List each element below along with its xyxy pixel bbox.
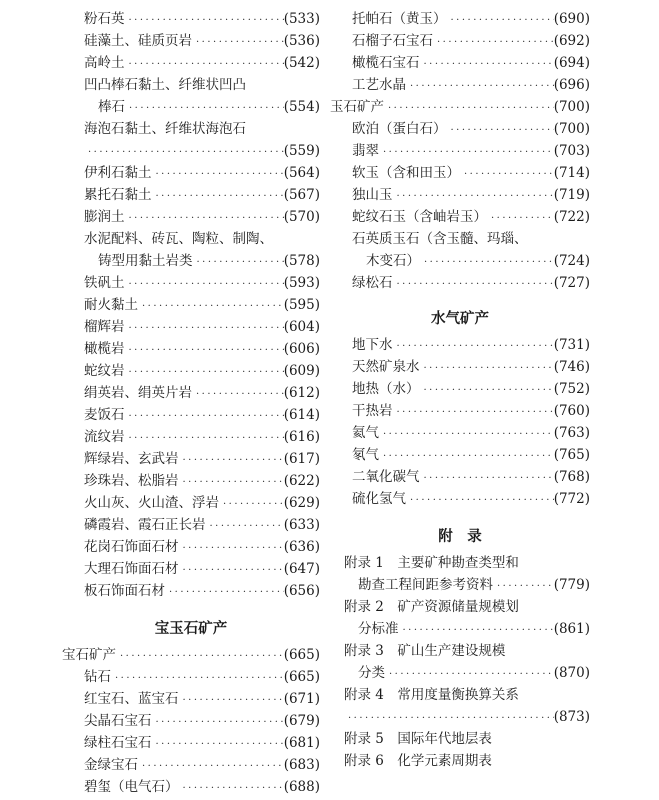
dot-leader bbox=[125, 428, 284, 450]
toc-entry-title: 钻石 bbox=[84, 669, 111, 685]
toc-entry-title: 伊利石黏土 bbox=[84, 165, 152, 181]
toc-page-number: (636) bbox=[283, 539, 320, 555]
toc-entry-title: 绿松石 bbox=[352, 275, 393, 291]
toc-page-number: (629) bbox=[283, 495, 320, 511]
toc-entry[interactable] bbox=[330, 30, 590, 52]
dot-leader bbox=[420, 252, 554, 274]
toc-entry[interactable] bbox=[62, 492, 320, 514]
toc-entry[interactable] bbox=[330, 444, 590, 466]
dot-leader bbox=[219, 494, 284, 516]
toc-entry[interactable] bbox=[330, 118, 590, 140]
toc-page-number: (760) bbox=[553, 403, 590, 419]
toc-entry-title: 蛇纹岩 bbox=[84, 363, 125, 379]
dot-leader bbox=[393, 402, 554, 424]
toc-entry-title: 海泡石黏土、纤维状海泡石 bbox=[84, 121, 246, 137]
toc-page-number: (665) bbox=[283, 669, 320, 685]
toc-entry-title: 蛇纹石玉（含岫岩玉） bbox=[352, 209, 487, 225]
toc-entry[interactable] bbox=[62, 52, 320, 74]
dot-leader bbox=[179, 690, 284, 712]
toc-entry-title: 分标准 bbox=[358, 621, 399, 637]
dot-leader bbox=[393, 336, 554, 358]
toc-page-number: (700) bbox=[553, 99, 590, 115]
toc-page-number: (665) bbox=[283, 647, 320, 663]
toc-entry-title: 珍珠岩、松脂岩 bbox=[84, 473, 179, 489]
toc-entry-title: 宝石矿产 bbox=[62, 647, 116, 663]
toc-entry-title: 工艺水晶 bbox=[352, 77, 406, 93]
toc-page-number: (679) bbox=[283, 713, 320, 729]
dot-leader bbox=[420, 358, 554, 380]
toc-entry-title: 石榴子石宝石 bbox=[352, 33, 433, 49]
dot-leader bbox=[179, 778, 284, 800]
toc-page-number: (567) bbox=[283, 187, 320, 203]
toc-entry[interactable] bbox=[330, 662, 590, 684]
toc-entry-title: 流纹岩 bbox=[84, 429, 125, 445]
toc-page-number: (554) bbox=[283, 99, 320, 115]
toc-page-number: (694) bbox=[553, 55, 590, 71]
toc-page-number: (559) bbox=[283, 143, 320, 159]
toc-entry-title: 金绿宝石 bbox=[84, 757, 138, 773]
dot-leader bbox=[393, 274, 554, 296]
toc-entry-title: 附录 5 国际年代地层表 bbox=[344, 731, 492, 747]
toc-entry[interactable] bbox=[62, 426, 320, 448]
toc-entry[interactable] bbox=[62, 580, 320, 602]
toc-entry-title: 附录 3 矿山生产建设规模 bbox=[344, 643, 506, 659]
toc-entry-title: 铸型用黏土岩类 bbox=[98, 253, 193, 269]
toc-entry-title: 棒石 bbox=[98, 99, 125, 115]
toc-page-number: (564) bbox=[283, 165, 320, 181]
toc-entry-title: 绿柱石宝石 bbox=[84, 735, 152, 751]
dot-leader bbox=[179, 450, 284, 472]
dot-leader bbox=[447, 120, 554, 142]
toc-page-number: (731) bbox=[553, 337, 590, 353]
dot-leader bbox=[420, 380, 554, 402]
toc-left-column bbox=[62, 8, 320, 798]
toc-entry-title: 尖晶石宝石 bbox=[84, 713, 152, 729]
dot-leader bbox=[125, 406, 284, 428]
toc-entry[interactable] bbox=[62, 558, 320, 580]
toc-entry-title: 分类 bbox=[358, 665, 385, 681]
toc-entry-title: 翡翠 bbox=[352, 143, 379, 159]
toc-entry[interactable] bbox=[62, 272, 320, 294]
dot-leader bbox=[125, 208, 284, 230]
dot-leader bbox=[138, 296, 284, 318]
dot-leader bbox=[125, 274, 284, 296]
toc-entry-title: 绢英岩、绢英片岩 bbox=[84, 385, 192, 401]
dot-leader bbox=[399, 620, 554, 642]
toc-entry-title: 玉石矿产 bbox=[330, 99, 384, 115]
toc-entry[interactable] bbox=[330, 466, 590, 488]
toc-entry[interactable] bbox=[62, 536, 320, 558]
dot-leader bbox=[152, 734, 284, 756]
toc-entry[interactable] bbox=[330, 96, 590, 118]
dot-leader bbox=[406, 490, 554, 512]
toc-page-number: (688) bbox=[283, 779, 320, 795]
dot-leader bbox=[379, 446, 554, 468]
toc-page-number: (779) bbox=[553, 577, 590, 593]
toc-entry[interactable] bbox=[62, 118, 320, 140]
toc-entry-title: 红宝石、蓝宝石 bbox=[84, 691, 179, 707]
toc-entry[interactable] bbox=[330, 596, 590, 618]
toc-entry[interactable] bbox=[330, 378, 590, 400]
dot-leader bbox=[125, 10, 284, 32]
toc-entry[interactable] bbox=[330, 52, 590, 74]
toc-entry[interactable] bbox=[330, 488, 590, 510]
toc-page-number: (700) bbox=[553, 121, 590, 137]
toc-page-number: (727) bbox=[553, 275, 590, 291]
dot-leader bbox=[138, 756, 284, 778]
toc-entry-title: 石英质玉石（含玉髓、玛瑙、 bbox=[352, 231, 528, 247]
toc-page-number: (765) bbox=[553, 447, 590, 463]
dot-leader bbox=[125, 318, 284, 340]
toc-entry-title: 铁矾土 bbox=[84, 275, 125, 291]
toc-page-number: (870) bbox=[553, 665, 590, 681]
dot-leader bbox=[385, 664, 554, 686]
toc-entry[interactable] bbox=[330, 162, 590, 184]
toc-page-number: (681) bbox=[283, 735, 320, 751]
toc-entry-title: 累托石黏土 bbox=[84, 187, 152, 203]
toc-entry-title: 橄榄石宝石 bbox=[352, 55, 420, 71]
toc-entry-title: 氦气 bbox=[352, 425, 379, 441]
toc-page-number: (752) bbox=[553, 381, 590, 397]
toc-entry[interactable] bbox=[330, 334, 590, 356]
toc-entry[interactable] bbox=[62, 754, 320, 776]
toc-page-number: (606) bbox=[283, 341, 320, 357]
toc-page-number: (578) bbox=[283, 253, 320, 269]
toc-page-number: (690) bbox=[553, 11, 590, 27]
toc-entry[interactable] bbox=[62, 294, 320, 316]
toc-page-number: (616) bbox=[283, 429, 320, 445]
toc-page-number: (609) bbox=[283, 363, 320, 379]
toc-entry[interactable] bbox=[62, 8, 320, 30]
toc-entry[interactable] bbox=[62, 732, 320, 754]
toc-entry[interactable] bbox=[62, 140, 320, 162]
toc-entry[interactable] bbox=[62, 514, 320, 536]
toc-entry-title: 氡气 bbox=[352, 447, 379, 463]
toc-entry[interactable] bbox=[330, 618, 590, 640]
dot-leader bbox=[193, 252, 284, 274]
toc-page-number: (647) bbox=[283, 561, 320, 577]
toc-entry-title: 大理石饰面石材 bbox=[84, 561, 179, 577]
toc-page-number: (873) bbox=[553, 709, 590, 725]
toc-entry[interactable] bbox=[330, 184, 590, 206]
toc-entry-title: 附录 6 化学元素周期表 bbox=[344, 753, 492, 769]
toc-entry-title: 磷霞岩、霞石正长岩 bbox=[84, 517, 206, 533]
toc-entry-title: 欧泊（蛋白石） bbox=[352, 121, 447, 137]
dot-leader bbox=[406, 76, 554, 98]
toc-entry-title: 干热岩 bbox=[352, 403, 393, 419]
toc-entry[interactable] bbox=[62, 228, 320, 250]
section-title-water-gas: 水气矿产 bbox=[431, 310, 489, 327]
toc-page-number: (617) bbox=[283, 451, 320, 467]
toc-entry[interactable] bbox=[62, 162, 320, 184]
toc-page-number: (696) bbox=[553, 77, 590, 93]
toc-page-number: (861) bbox=[553, 621, 590, 637]
toc-entry[interactable] bbox=[330, 356, 590, 378]
toc-page-number: (622) bbox=[283, 473, 320, 489]
toc-entry-title: 花岗石饰面石材 bbox=[84, 539, 179, 555]
toc-page-number: (593) bbox=[283, 275, 320, 291]
toc-entry[interactable] bbox=[330, 728, 590, 750]
toc-entry-title: 木变石） bbox=[366, 253, 420, 269]
toc-entry[interactable] bbox=[330, 706, 590, 728]
toc-entry[interactable] bbox=[62, 96, 320, 118]
toc-entry-title: 粉石英 bbox=[84, 11, 125, 27]
toc-entry-title: 麦饭石 bbox=[84, 407, 125, 423]
toc-entry-title: 二氧化碳气 bbox=[352, 469, 420, 485]
dot-leader bbox=[125, 340, 284, 362]
toc-entry-title: 高岭土 bbox=[84, 55, 125, 71]
toc-entry-title: 地下水 bbox=[352, 337, 393, 353]
toc-entry[interactable] bbox=[62, 644, 320, 666]
toc-entry-title: 水泥配料、砖瓦、陶粒、制陶、 bbox=[84, 231, 273, 247]
toc-page-number: (692) bbox=[553, 33, 590, 49]
toc-entry[interactable] bbox=[330, 552, 590, 574]
dot-leader bbox=[125, 362, 284, 384]
toc-entry[interactable] bbox=[62, 74, 320, 96]
dot-leader bbox=[84, 142, 284, 164]
toc-page-number: (612) bbox=[283, 385, 320, 401]
dot-leader bbox=[420, 54, 554, 76]
toc-entry[interactable] bbox=[62, 30, 320, 52]
toc-entry[interactable] bbox=[330, 400, 590, 422]
toc-entry[interactable] bbox=[62, 316, 320, 338]
dot-leader bbox=[433, 32, 554, 54]
toc-entry-title: 勘查工程间距参考资料 bbox=[358, 577, 493, 593]
dot-leader bbox=[379, 424, 554, 446]
toc-entry[interactable] bbox=[330, 750, 590, 772]
section-title-appendix: 附 录 bbox=[438, 528, 482, 545]
toc-entry[interactable] bbox=[62, 250, 320, 272]
dot-leader bbox=[344, 708, 554, 730]
toc-page-number: (724) bbox=[553, 253, 590, 269]
toc-entry[interactable] bbox=[330, 574, 590, 596]
section-title-gemstones: 宝玉石矿产 bbox=[154, 620, 228, 637]
dot-leader bbox=[179, 560, 284, 582]
dot-leader bbox=[192, 32, 284, 54]
toc-entry[interactable] bbox=[62, 470, 320, 492]
dot-leader bbox=[493, 576, 554, 598]
toc-entry-title: 榴辉岩 bbox=[84, 319, 125, 335]
dot-leader bbox=[111, 668, 284, 690]
dot-leader bbox=[152, 186, 284, 208]
toc-entry[interactable] bbox=[330, 422, 590, 444]
toc-entry[interactable] bbox=[330, 140, 590, 162]
toc-page-number: (746) bbox=[553, 359, 590, 375]
toc-entry[interactable] bbox=[330, 640, 590, 662]
dot-leader bbox=[179, 538, 284, 560]
toc-entry-title: 膨润土 bbox=[84, 209, 125, 225]
toc-page-number: (703) bbox=[553, 143, 590, 159]
toc-entry-title: 辉绿岩、玄武岩 bbox=[84, 451, 179, 467]
toc-entry-title: 橄榄岩 bbox=[84, 341, 125, 357]
toc-entry[interactable] bbox=[330, 250, 590, 272]
toc-page-number: (714) bbox=[553, 165, 590, 181]
dot-leader bbox=[192, 384, 284, 406]
dot-leader bbox=[165, 582, 284, 604]
toc-entry[interactable] bbox=[62, 206, 320, 228]
toc-page-number: (604) bbox=[283, 319, 320, 335]
toc-page-number: (772) bbox=[553, 491, 590, 507]
toc-entry-title: 耐火黏土 bbox=[84, 297, 138, 313]
toc-entry-title: 凹凸棒石黏土、纤维状凹凸 bbox=[84, 77, 246, 93]
toc-entry[interactable] bbox=[62, 382, 320, 404]
toc-entry[interactable] bbox=[330, 8, 590, 30]
dot-leader bbox=[125, 54, 284, 76]
toc-entry-title: 托帕石（黄玉） bbox=[352, 11, 447, 27]
toc-entry[interactable] bbox=[330, 228, 590, 250]
toc-entry-title: 硫化氢气 bbox=[352, 491, 406, 507]
toc-entry[interactable] bbox=[330, 74, 590, 96]
toc-entry[interactable] bbox=[330, 206, 590, 228]
dot-leader bbox=[447, 10, 554, 32]
toc-entry-title: 天然矿泉水 bbox=[352, 359, 420, 375]
dot-leader bbox=[420, 468, 554, 490]
toc-page-number: (533) bbox=[283, 11, 320, 27]
dot-leader bbox=[179, 472, 284, 494]
toc-entry-title: 火山灰、火山渣、浮岩 bbox=[84, 495, 219, 511]
toc-entry[interactable] bbox=[62, 666, 320, 688]
dot-leader bbox=[206, 516, 284, 538]
toc-page-number: (768) bbox=[553, 469, 590, 485]
toc-entry[interactable] bbox=[330, 684, 590, 706]
toc-right-column bbox=[330, 8, 590, 772]
toc-entry[interactable] bbox=[62, 184, 320, 206]
toc-entry-title: 附录 1 主要矿种勘查类型和 bbox=[344, 555, 519, 571]
toc-entry-title: 硅藻土、硅质页岩 bbox=[84, 33, 192, 49]
toc-entry-title: 独山玉 bbox=[352, 187, 393, 203]
dot-leader bbox=[393, 186, 554, 208]
toc-entry-title: 附录 4 常用度量衡换算关系 bbox=[344, 687, 519, 703]
toc-page-number: (595) bbox=[283, 297, 320, 313]
toc-entry[interactable] bbox=[330, 272, 590, 294]
toc-page-number: (683) bbox=[283, 757, 320, 773]
toc-entry[interactable] bbox=[62, 448, 320, 470]
dot-leader bbox=[379, 142, 554, 164]
toc-entry[interactable] bbox=[62, 360, 320, 382]
toc-page-number: (671) bbox=[283, 691, 320, 707]
toc-entry[interactable] bbox=[62, 710, 320, 732]
toc-entry-title: 附录 2 矿产资源储量规模划 bbox=[344, 599, 519, 615]
toc-page-number: (633) bbox=[283, 517, 320, 533]
dot-leader bbox=[384, 98, 554, 120]
toc-entry[interactable] bbox=[62, 688, 320, 710]
toc-entry-title: 软玉（含和田玉） bbox=[352, 165, 460, 181]
toc-entry-title: 板石饰面石材 bbox=[84, 583, 165, 599]
toc-page-number: (542) bbox=[283, 55, 320, 71]
dot-leader bbox=[487, 208, 554, 230]
dot-leader bbox=[125, 98, 284, 120]
toc-page-number: (570) bbox=[283, 209, 320, 225]
dot-leader bbox=[116, 646, 284, 668]
toc-page-number: (536) bbox=[283, 33, 320, 49]
toc-entry[interactable] bbox=[62, 404, 320, 426]
toc-entry-title: 地热（水） bbox=[352, 381, 420, 397]
toc-entry[interactable] bbox=[62, 338, 320, 360]
dot-leader bbox=[152, 712, 284, 734]
toc-page-number: (719) bbox=[553, 187, 590, 203]
dot-leader bbox=[152, 164, 284, 186]
toc-entry-title: 碧玺（电气石） bbox=[84, 779, 179, 795]
toc-page-number: (656) bbox=[283, 583, 320, 599]
toc-page-number: (763) bbox=[553, 425, 590, 441]
dot-leader bbox=[460, 164, 554, 186]
toc-page-number: (722) bbox=[553, 209, 590, 225]
toc-page-number: (614) bbox=[283, 407, 320, 423]
